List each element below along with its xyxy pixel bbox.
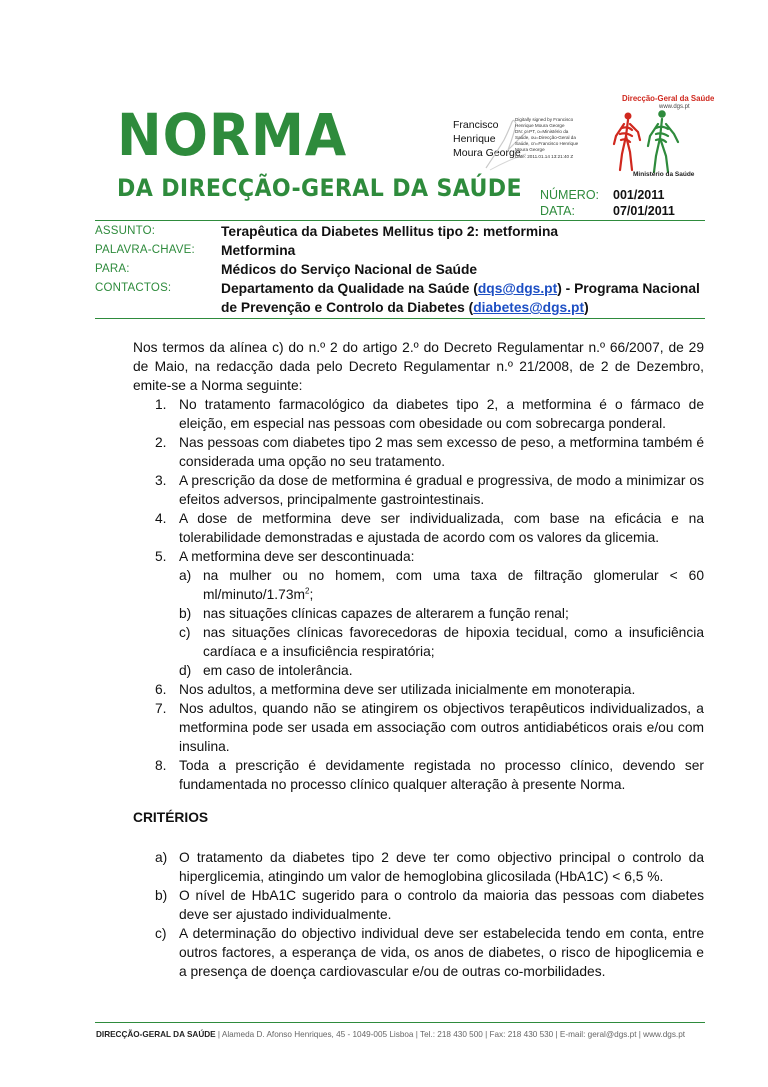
superscript: 2 (304, 586, 310, 596)
list-item (155, 756, 704, 794)
footer-details: | Alameda D. Afonso Henriques, 45 - 1049-005 Lisboa | Tel.: 218 430 500 | Fax: 218 430 530 | E-mail: geral@dgs.pt | www.dgs.pt (215, 1030, 686, 1039)
criterio-item (155, 924, 704, 981)
sub-letter: d) (179, 663, 192, 678)
intro-paragraph: Nos termos da alínea c) do n.º 2 do artigo 2.º do Decreto Regulamentar n.º 66/2007, de 29 de Maio, na redacção dada pelo Decreto Regulamentar n.º 21/2008, de 2 de Dezembro, emite-se a Norma seguinte: (133, 340, 704, 393)
sub-list-item (179, 604, 704, 623)
para-label: PARA: (95, 263, 130, 275)
sub-text: em caso de intolerância. (203, 663, 353, 678)
criterio-item (155, 848, 704, 886)
sub-letter: a) (179, 568, 192, 583)
signature-detail-line: DN: c=PT, o=Ministério da (515, 129, 569, 135)
footer-divider (95, 1022, 705, 1023)
list-number: 8. (155, 758, 167, 773)
sub-list-item (179, 623, 704, 661)
sub-text-end: ; (309, 587, 314, 602)
signature-details (515, 117, 595, 160)
signature-detail-line: Saúde, cn=Francisco Henrique (515, 141, 579, 147)
signature-detail-line: Digitally signed by Francisco (515, 117, 574, 122)
signer-name-line: Francisco (453, 119, 499, 131)
criterio-letter: b) (155, 888, 168, 903)
criterios-list (155, 848, 704, 981)
sub-list-item (179, 661, 704, 680)
list-text: A metformina deve ser descontinuada: (179, 549, 415, 564)
para-value: Médicos do Serviço Nacional de Saúde (221, 262, 478, 277)
criterio-letter: a) (155, 850, 168, 865)
data-value: 07/01/2011 (613, 204, 675, 218)
logo-organization: Direcção-Geral da Saúde (622, 94, 715, 103)
logo-ministry: Ministério da Saúde (633, 171, 695, 178)
page-footer (96, 1029, 706, 1040)
sub-list-item (179, 566, 704, 604)
list-item (155, 547, 704, 680)
sub-letter: b) (179, 606, 192, 621)
signature-detail-line: Saúde, ou=Direcção-Geral da (515, 135, 576, 141)
list-text: A dose de metformina deve ser individualizada, com base na eficácia e na tolerabilidade demonstradas e ajustada de acordo com os valores da glicemia. (179, 511, 704, 545)
list-number: 2. (155, 435, 167, 450)
criterios-heading: CRITÉRIOS (133, 810, 209, 825)
data-label: DATA: (540, 204, 575, 218)
document-title: NORMA (117, 101, 348, 169)
header-divider-top (95, 220, 705, 221)
list-number: 7. (155, 701, 167, 716)
sub-letter: c) (179, 625, 191, 640)
palavra-chave-label: PALAVRA-CHAVE: (95, 244, 195, 256)
list-text: A prescrição da dose de metformina é gradual e progressiva, de modo a minimizar os efeitos adversos, principalmente gastrointestinais. (179, 473, 704, 507)
numero-value: 001/2011 (613, 188, 665, 202)
contactos-text: ) - Programa Nacional de Prevenção e Controlo da Diabetes ( (221, 281, 700, 315)
list-item (155, 699, 704, 756)
assunto-value: Terapêutica da Diabetes Mellitus tipo 2: metformina (221, 224, 559, 239)
contactos-label: CONTACTOS: (95, 282, 172, 294)
signature-detail-line: Henrique Moura George (515, 123, 565, 129)
list-number: 4. (155, 511, 167, 526)
list-text: No tratamento farmacológico da diabetes tipo 2, a metformina é o fármaco de eleição, em especial nas pessoas com obesidade ou com sobrecarga ponderal. (179, 397, 704, 431)
criterio-text: O tratamento da diabetes tipo 2 deve ter como objectivo principal o controlo da hiperglicemia, atingindo um valor de hemoglobina glicosilada (HbA1C) < 6,5 %. (179, 850, 704, 884)
email-link-diabetes[interactable]: diabetes@dgs.pt (473, 300, 585, 315)
list-item (155, 509, 704, 547)
list-item (155, 433, 704, 471)
sub-text: nas situações clínicas capazes de alterarem a função renal; (203, 606, 569, 621)
list-text: Nos adultos, quando não se atingirem os objectivos terapêuticos individualizados, a metformina pode ser usada em associação com outros antidiabéticos orais e/ou com insulina. (179, 701, 704, 754)
signature-detail-line: Date: 2011.01.14 13:21:40 Z (515, 153, 574, 159)
contactos-text: ) (584, 300, 589, 315)
email-link-dqs[interactable]: dqs@dgs.pt (477, 281, 558, 296)
dgs-logo-icon (586, 92, 716, 182)
list-text: Toda a prescrição é devidamente registada no processo clínico, devendo ser fundamentada no processo clínico qualquer alteração à presente Norma. (179, 758, 704, 792)
criterio-text: O nível de HbA1C sugerido para o controlo da maioria das pessoas com diabetes deve ser ajustado individualmente. (179, 888, 704, 922)
norma-list (155, 395, 704, 794)
contactos-text: Departamento da Qualidade na Saúde ( (221, 281, 478, 296)
criterio-text: A determinação do objectivo individual deve ser estabelecida tendo em conta, entre outros factores, a esperança de vida, os anos de diabetes, o risco de hipoglicemia e a presença de doença cardiovascular e/ou de outras co-morbilidades. (179, 926, 704, 979)
contactos-value (221, 279, 705, 317)
assunto-label: ASSUNTO: (95, 225, 156, 237)
criterio-item (155, 886, 704, 924)
signer-name-line: Henrique (453, 133, 496, 145)
list-item (155, 395, 704, 433)
list-number: 3. (155, 473, 167, 488)
palavra-chave-value: Metformina (221, 243, 296, 258)
document-subtitle: DA DIRECÇÃO-GERAL DA SAÚDE (117, 174, 522, 202)
criterio-letter: c) (155, 926, 167, 941)
footer-org: DIRECÇÃO-GERAL DA SAÚDE (96, 1030, 216, 1039)
list-text: Nos adultos, a metformina deve ser utilizada inicialmente em monoterapia. (179, 682, 636, 697)
signature-detail-line: Moura George (515, 147, 545, 153)
sub-text: na mulher ou no homem, com uma taxa de filtração glomerular < 60 ml/minuto/1.73m (203, 568, 704, 602)
signer-name-line: Moura George (453, 147, 521, 159)
list-number: 6. (155, 682, 167, 697)
sub-text: nas situações clínicas favorecedoras de hipoxia tecidual, como a insuficiência cardíaca e a insuficiência respiratória; (203, 625, 704, 659)
list-text: Nas pessoas com diabetes tipo 2 mas sem excesso de peso, a metformina também é considerada uma opção no seu tratamento. (179, 435, 704, 469)
numero-label: NÚMERO: (540, 188, 600, 202)
list-number: 1. (155, 397, 167, 412)
logo-url: www.dgs.pt (659, 104, 690, 110)
header-divider-bottom (95, 318, 705, 319)
list-item (155, 471, 704, 509)
list-item (155, 680, 704, 699)
sub-list (179, 566, 704, 680)
list-number: 5. (155, 549, 167, 564)
